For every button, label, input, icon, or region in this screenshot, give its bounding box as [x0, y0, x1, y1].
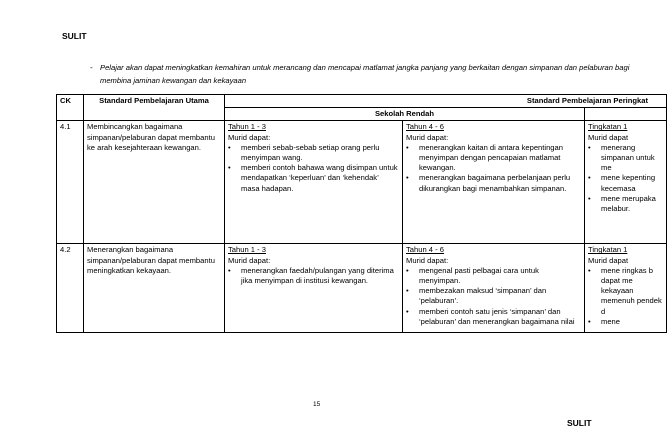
table-header-row — [57, 95, 667, 108]
list-item: • menerang simpanan untuk me — [588, 143, 663, 174]
intro-text: Pelajar akan dapat meningkatkan kemahiran untuk merancang dan mencapai matlamat jangka panjang yang berkaitan dengan simpanan dan pelaburan bagi membina jaminan kewangan dan kekayaan — [100, 63, 630, 85]
level-title: Tingkatan 1 — [588, 122, 628, 132]
header-standard-peringkat: Standard Pembelajaran Peringkat — [225, 95, 667, 108]
bullet-list — [588, 266, 663, 327]
level-intro: Murid dapat: — [406, 255, 449, 265]
sulit-header: SULIT — [62, 31, 87, 41]
tahun-1-3-cell — [225, 244, 403, 333]
page-number: 15 — [313, 401, 321, 408]
standards-table — [56, 94, 667, 333]
tahun-4-6-cell — [403, 244, 585, 333]
tahun-4-6-cell — [403, 121, 585, 244]
table-row — [57, 244, 667, 333]
level-title: Tahun 1 - 3 — [228, 245, 266, 255]
list-item: • memberi contoh satu jenis ‘simpanan’ dan ‘pelaburan’ dan menerangkan bagaimana nilai — [406, 307, 581, 327]
level-intro: Murid dapat: — [228, 255, 271, 265]
list-item: • memberi sebab-sebab setiap orang perlu menyimpan wang. — [228, 143, 399, 163]
sulit-footer: SULIT — [567, 418, 592, 428]
standard-cell: Menerangkan bagaimana simpanan/pelaburan dapat membantu meningkatkan kekayaan. — [84, 244, 225, 333]
list-item: • membezakan maksud ‘simpanan’ dan ‘pelaburan’. — [406, 286, 581, 306]
list-item: • memberi contoh bahawa wang disimpan untuk mendapatkan ‘keperluan’ dan ‘kehendak’ masa hadapan. — [228, 163, 399, 194]
level-title: Tahun 1 - 3 — [228, 122, 266, 132]
table-row — [57, 121, 667, 244]
tingkatan-cell — [585, 244, 667, 333]
list-item: • menerangkan bagaimana perbelanjaan perlu dikurangkan bagi menambahkan simpanan. — [406, 173, 581, 193]
level-title: Tahun 4 - 6 — [406, 245, 444, 255]
intro-paragraph — [90, 61, 630, 87]
intro-dash: - — [90, 63, 93, 72]
level-intro: Murid dapat — [588, 255, 629, 265]
level-intro: Murid dapat: — [228, 132, 271, 142]
list-item: • mene ringkas b dapat me kekayaan memenuh pendek d — [588, 266, 663, 317]
header-empty-cell — [585, 108, 667, 121]
ck-cell: 4.2 — [57, 244, 84, 333]
bullet-list — [588, 143, 663, 214]
level-title: Tingkatan 1 — [588, 245, 628, 255]
header-ck: CK — [57, 95, 84, 121]
level-intro: Murid dapat: — [406, 132, 449, 142]
tahun-1-3-cell — [225, 121, 403, 244]
bullet-list — [228, 266, 399, 286]
list-item: • menerangkan kaitan di antara kepentingan menyimpan dengan pencapaian matlamat kewangan. — [406, 143, 581, 174]
level-title: Tahun 4 - 6 — [406, 122, 444, 132]
level-intro: Murid dapat — [588, 132, 629, 142]
standards-table-container — [56, 94, 662, 432]
header-sekolah-rendah: Sekolah Rendah — [225, 108, 585, 121]
list-item: • mene — [588, 317, 663, 327]
standard-cell: Membincangkan bagaimana simpanan/pelaburan dapat membantu ke arah kesejahteraan kewangan. — [84, 121, 225, 244]
list-item: • mengenal pasti pelbagai cara untuk menyimpan. — [406, 266, 581, 286]
tingkatan-cell — [585, 121, 667, 244]
bullet-list — [406, 266, 581, 327]
header-standard-utama: Standard Pembelajaran Utama — [84, 95, 225, 121]
list-item: • menerangkan faedah/pulangan yang diterima jika menyimpan di institusi kewangan. — [228, 266, 399, 286]
bullet-list — [228, 143, 399, 194]
ck-cell: 4.1 — [57, 121, 84, 244]
list-item: • mene merupaka melabur. — [588, 194, 663, 214]
bullet-list — [406, 143, 581, 194]
list-item: • mene kepenting kecemasa — [588, 173, 663, 193]
